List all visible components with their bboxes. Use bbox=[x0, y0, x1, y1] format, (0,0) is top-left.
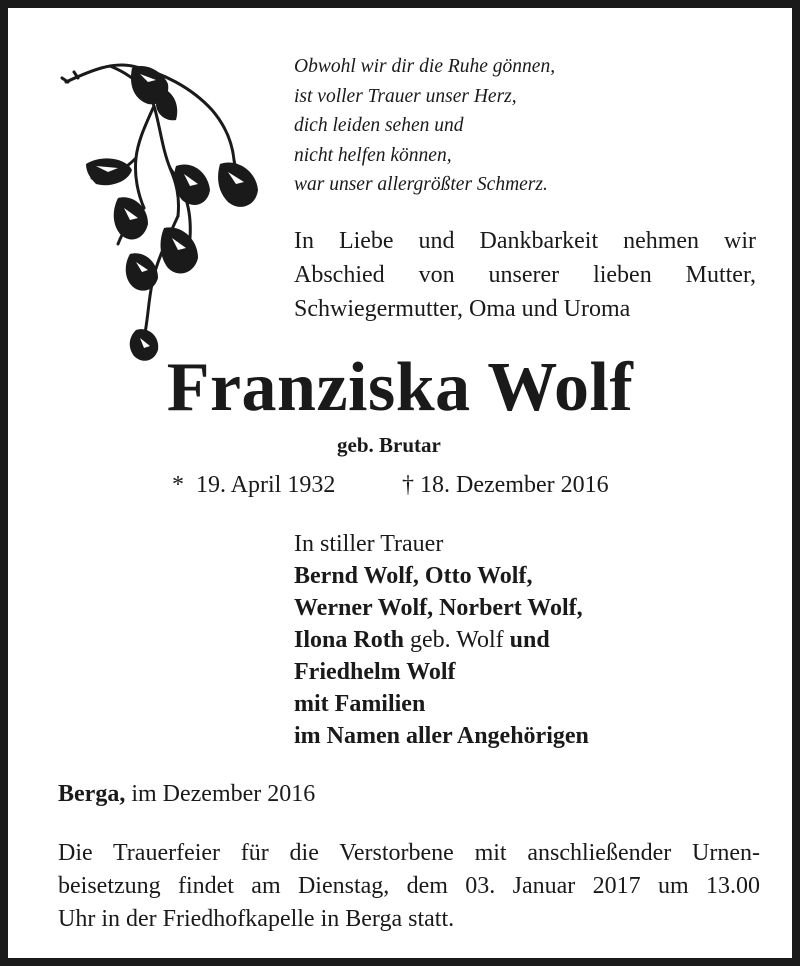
mourners-intro: In stiller Trauer bbox=[294, 531, 444, 557]
death-date: 18. Dezember 2016 bbox=[420, 472, 609, 498]
place-and-date bbox=[58, 778, 315, 810]
poem-line: war unser allergrößter Schmerz. bbox=[294, 174, 548, 195]
date: im Dezember 2016 bbox=[125, 781, 316, 807]
birth-symbol: * bbox=[172, 472, 184, 498]
mourner-line: Werner Wolf, Norbert Wolf, bbox=[294, 595, 583, 621]
intro-line: In Liebe und Dankbarkeit nehmen wir bbox=[294, 228, 756, 254]
mourner-conjunction: und bbox=[509, 627, 550, 653]
death-info bbox=[402, 470, 609, 500]
poem-line: ist voller Trauer unser Herz, bbox=[294, 85, 517, 107]
place: Berga, bbox=[58, 781, 126, 807]
service-line: Uhr in der Friedhofkapelle in Berga statt. bbox=[58, 906, 455, 932]
intro-line: Schwiegermutter, Oma und Uroma bbox=[294, 296, 631, 322]
poem-line: dich leiden sehen und bbox=[294, 115, 464, 136]
service-line: beisetzung findet am Dienstag, dem 03. Januar 2017 um 13.00 bbox=[58, 873, 760, 899]
birch-branch-illustration bbox=[52, 48, 282, 388]
mourner-line: Friedhelm Wolf bbox=[294, 659, 456, 685]
poem bbox=[294, 52, 764, 200]
birth-name: geb. Brutar bbox=[337, 433, 441, 457]
mourner-line bbox=[294, 624, 589, 656]
service-line: Die Trauerfeier für die Verstorbene mit anschließender Urnen- bbox=[58, 840, 760, 866]
mourner-maiden-name: geb. Wolf bbox=[404, 627, 510, 653]
intro-line: Abschied von unserer lieben Mutter, bbox=[294, 262, 756, 288]
deceased-name: Franziska Wolf bbox=[166, 349, 634, 426]
funeral-service-info bbox=[58, 837, 760, 936]
mourner-line: Bernd Wolf, Otto Wolf, bbox=[294, 563, 533, 589]
mourner-line: im Namen aller Angehörigen bbox=[294, 723, 589, 749]
death-cross-symbol: † bbox=[402, 472, 414, 498]
farewell-intro bbox=[294, 224, 756, 326]
life-dates bbox=[172, 470, 609, 500]
poem-line: Obwohl wir dir die Ruhe gönnen, bbox=[294, 56, 556, 77]
birth-date: 19. April 1932 bbox=[196, 472, 336, 498]
mourner-line: mit Familien bbox=[294, 691, 426, 717]
poem-line: nicht helfen können, bbox=[294, 144, 452, 166]
mourners-list bbox=[294, 528, 589, 752]
mourner-name: Ilona Roth bbox=[294, 627, 405, 653]
